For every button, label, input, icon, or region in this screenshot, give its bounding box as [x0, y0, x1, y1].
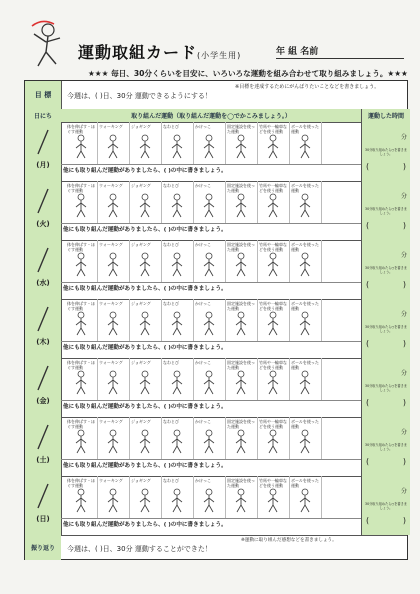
- date-cell[interactable]: [25, 299, 62, 358]
- day-row: [25, 122, 407, 182]
- time-cell[interactable]: [361, 122, 410, 181]
- activity-label: 竹馬や一輪車などを使う運動: [259, 360, 287, 370]
- activity-label: ジョギング: [131, 301, 151, 306]
- activity-options: [61, 240, 361, 283]
- activity-label: ボールを使った運動: [291, 419, 319, 429]
- activity-figure-icon: [266, 311, 280, 337]
- activity-option[interactable]: [129, 358, 162, 400]
- day-row: [25, 358, 407, 418]
- column-header-row: [25, 109, 407, 123]
- activity-label: 竹馬や一輪車などを使う運動: [259, 183, 287, 193]
- circle-mark-field[interactable]: ( ): [366, 162, 406, 171]
- date-cell[interactable]: [25, 417, 62, 476]
- activity-figure-icon: [298, 134, 312, 160]
- name-label: 年 組 名前: [276, 47, 319, 57]
- header: [28, 20, 408, 78]
- goal-note: ※目標を達成するためにがんばりたいことなどを書きましょう。: [235, 84, 380, 90]
- activity-label: ボールを使った運動: [291, 301, 319, 311]
- activity-label: 竹馬や一輪車などを使う運動: [259, 419, 287, 429]
- other-activity-prompt[interactable]: 他にも取り組んだ運動がありましたら、( )の中に書きましょう。: [63, 286, 227, 292]
- activity-label: ウォーキング: [99, 183, 123, 188]
- activity-option[interactable]: [129, 476, 162, 518]
- activity-option[interactable]: [65, 181, 98, 223]
- activity-option[interactable]: [289, 240, 322, 282]
- activity-option[interactable]: [289, 181, 322, 223]
- circle-mark-field[interactable]: ( ): [366, 339, 406, 348]
- activity-figure-icon: [298, 252, 312, 278]
- time-cell[interactable]: [361, 299, 410, 358]
- activity-label: ボールを使った運動: [291, 478, 319, 488]
- activity-figure-icon: [74, 252, 88, 278]
- activity-label: 固定施設を使った運動: [227, 360, 255, 370]
- time-note: 30分取り組めたら○を書きましょう。: [365, 266, 407, 274]
- activity-figure-icon: [138, 193, 152, 219]
- activity-option[interactable]: [193, 476, 226, 518]
- activity-figure-icon: [170, 134, 184, 160]
- name-underline: [276, 58, 404, 59]
- activity-option[interactable]: [193, 240, 226, 282]
- activity-figure-icon: [106, 134, 120, 160]
- activity-figure-icon: [234, 311, 248, 337]
- date-slash-icon: [35, 187, 51, 215]
- other-activity-prompt[interactable]: 他にも取り組んだ運動がありましたら、( )の中に書きましょう。: [63, 345, 227, 351]
- activity-option[interactable]: [257, 181, 290, 223]
- activity-option[interactable]: [97, 181, 130, 223]
- minutes-unit: 分: [400, 134, 407, 141]
- minutes-unit: 分: [400, 370, 407, 377]
- activity-label: 竹馬や一輪車などを使う運動: [259, 301, 287, 311]
- day-of-week: (月): [36, 161, 50, 169]
- activity-label: 体を伸ばす・ほぐす運動: [67, 419, 95, 429]
- activity-option[interactable]: [129, 181, 162, 223]
- minutes-unit: 分: [400, 311, 407, 318]
- activity-option[interactable]: [129, 299, 162, 341]
- activity-option[interactable]: [193, 181, 226, 223]
- activity-label: なわとび: [163, 478, 179, 483]
- activity-figure-icon: [202, 429, 216, 455]
- time-cell[interactable]: [361, 417, 410, 476]
- activity-label: なわとび: [163, 301, 179, 306]
- date-slash-icon: [35, 305, 51, 333]
- activity-option[interactable]: [129, 417, 162, 459]
- activity-label: かけっこ: [195, 419, 211, 424]
- activity-option[interactable]: [97, 358, 130, 400]
- activity-label: ウォーキング: [99, 301, 123, 306]
- activity-figure-icon: [138, 488, 152, 514]
- activity-label: なわとび: [163, 360, 179, 365]
- date-column-header: 日にち: [25, 109, 62, 122]
- activity-label: ボールを使った運動: [291, 360, 319, 370]
- day-row: [25, 181, 407, 241]
- activity-option[interactable]: [289, 417, 322, 459]
- date-cell[interactable]: [25, 122, 62, 181]
- activity-figure-icon: [170, 252, 184, 278]
- activity-figure-icon: [170, 370, 184, 396]
- activity-label: 固定施設を使った運動: [227, 419, 255, 429]
- activity-option[interactable]: [289, 299, 322, 341]
- activity-label: 竹馬や一輪車などを使う運動: [259, 478, 287, 488]
- card-title-sub: (小学生用): [197, 51, 242, 60]
- activity-figure-icon: [234, 193, 248, 219]
- other-activity-prompt[interactable]: 他にも取り組んだ運動がありましたら、( )の中に書きましょう。: [63, 463, 227, 469]
- activity-option[interactable]: [97, 299, 130, 341]
- activity-option[interactable]: [225, 240, 258, 282]
- record-table: [24, 80, 408, 560]
- goal-label: 目 標: [25, 81, 62, 109]
- activity-figure-icon: [138, 311, 152, 337]
- activity-column-header: 取り組んだ運動（取り組んだ運動を◯でかこみましょう。）: [61, 109, 361, 122]
- date-cell[interactable]: [25, 476, 62, 535]
- activity-figure-icon: [298, 429, 312, 455]
- activity-figure-icon: [202, 488, 216, 514]
- activity-option[interactable]: [161, 417, 194, 459]
- activity-option[interactable]: [193, 358, 226, 400]
- activity-figure-icon: [106, 488, 120, 514]
- activity-option[interactable]: [65, 417, 98, 459]
- card-title: [78, 40, 241, 63]
- activity-figure-icon: [266, 134, 280, 160]
- activity-figure-icon: [202, 134, 216, 160]
- date-cell[interactable]: [25, 181, 62, 240]
- activity-option[interactable]: [257, 299, 290, 341]
- activity-option[interactable]: [65, 476, 98, 518]
- activity-figure-icon: [74, 488, 88, 514]
- date-slash-icon: [35, 423, 51, 451]
- activity-label: ウォーキング: [99, 478, 123, 483]
- activity-label: ジョギング: [131, 242, 151, 247]
- activity-label: ボールを使った運動: [291, 242, 319, 252]
- activity-label: ウォーキング: [99, 242, 123, 247]
- circle-mark-field[interactable]: ( ): [366, 221, 406, 230]
- activity-option[interactable]: [161, 476, 194, 518]
- activity-label: 体を伸ばす・ほぐす運動: [67, 301, 95, 311]
- day-row: [25, 417, 407, 477]
- date-slash-icon: [35, 482, 51, 510]
- time-cell[interactable]: [361, 240, 410, 299]
- activity-options: [61, 299, 361, 342]
- activity-label: ウォーキング: [99, 124, 123, 129]
- activity-option[interactable]: [289, 122, 322, 164]
- reflection-note: ※運動に取り組んだ感想などを書きましょう。: [241, 538, 337, 543]
- activity-option[interactable]: [161, 240, 194, 282]
- other-activity-prompt[interactable]: 他にも取り組んだ運動がありましたら、( )の中に書きましょう。: [63, 404, 227, 410]
- activity-option[interactable]: [289, 358, 322, 400]
- time-note: 30分取り組めたら○を書きましょう。: [365, 148, 407, 156]
- activity-label: 体を伸ばす・ほぐす運動: [67, 242, 95, 252]
- activity-figure-icon: [298, 311, 312, 337]
- activity-label: なわとび: [163, 183, 179, 188]
- activity-label: 体を伸ばす・ほぐす運動: [67, 183, 95, 193]
- activity-option[interactable]: [257, 417, 290, 459]
- minutes-unit: 分: [400, 488, 407, 495]
- activity-option[interactable]: [161, 358, 194, 400]
- minutes-unit: 分: [400, 429, 407, 436]
- circle-mark-field[interactable]: ( ): [366, 280, 406, 289]
- activity-figure-icon: [266, 429, 280, 455]
- activity-label: ジョギング: [131, 478, 151, 483]
- activity-options: [61, 358, 361, 401]
- activity-options: [61, 181, 361, 224]
- activity-option[interactable]: [65, 358, 98, 400]
- date-slash-icon: [35, 128, 51, 156]
- day-of-week: (日): [36, 515, 50, 523]
- activity-label: 固定施設を使った運動: [227, 183, 255, 193]
- activity-option[interactable]: [129, 122, 162, 164]
- day-row: [25, 476, 407, 536]
- activity-option[interactable]: [97, 476, 130, 518]
- activity-label: かけっこ: [195, 183, 211, 188]
- activity-options: [61, 417, 361, 460]
- motto: ★★★ 毎日、30分くらいを目安に、いろいろな運動を組み合わせて取り組みましょう。★★★: [88, 69, 408, 78]
- time-note: 30分取り組めたら○を書きましょう。: [365, 207, 407, 215]
- activity-figure-icon: [234, 370, 248, 396]
- time-note: 30分取り組めたら○を書きましょう。: [365, 325, 407, 333]
- activity-figure-icon: [170, 193, 184, 219]
- activity-figure-icon: [74, 370, 88, 396]
- activity-option[interactable]: [161, 181, 194, 223]
- date-cell[interactable]: [25, 240, 62, 299]
- other-activity-prompt[interactable]: 他にも取り組んだ運動がありましたら、( )の中に書きましょう。: [63, 168, 227, 174]
- activity-figure-icon: [298, 488, 312, 514]
- activity-figure-icon: [138, 370, 152, 396]
- activity-figure-icon: [266, 193, 280, 219]
- activity-figure-icon: [138, 252, 152, 278]
- activity-figure-icon: [106, 311, 120, 337]
- activity-figure-icon: [74, 193, 88, 219]
- reflection-row: [25, 535, 407, 560]
- goal-row: [25, 81, 407, 110]
- activity-label: 固定施設を使った運動: [227, 242, 255, 252]
- activity-label: かけっこ: [195, 301, 211, 306]
- activity-option[interactable]: [257, 358, 290, 400]
- activity-option[interactable]: [193, 417, 226, 459]
- activity-figure-icon: [74, 134, 88, 160]
- activity-option[interactable]: [193, 299, 226, 341]
- activity-figure-icon: [234, 252, 248, 278]
- day-row: [25, 240, 407, 300]
- activity-figure-icon: [234, 488, 248, 514]
- day-of-week: (火): [36, 220, 50, 228]
- activity-label: 体を伸ばす・ほぐす運動: [67, 478, 95, 488]
- activity-option[interactable]: [257, 240, 290, 282]
- runner-mascot-icon: [28, 20, 78, 76]
- activity-option[interactable]: [97, 122, 130, 164]
- activity-option[interactable]: [257, 122, 290, 164]
- other-activity-prompt[interactable]: 他にも取り組んだ運動がありましたら、( )の中に書きましょう。: [63, 522, 227, 528]
- activity-figure-icon: [106, 429, 120, 455]
- activity-option[interactable]: [97, 240, 130, 282]
- activity-label: 体を伸ばす・ほぐす運動: [67, 124, 95, 134]
- activity-label: かけっこ: [195, 242, 211, 247]
- activity-label: なわとび: [163, 124, 179, 129]
- activity-label: ボールを使った運動: [291, 124, 319, 134]
- activity-label: 竹馬や一輪車などを使う運動: [259, 124, 287, 134]
- minutes-unit: 分: [400, 193, 407, 200]
- activity-figure-icon: [170, 488, 184, 514]
- activity-label: 固定施設を使った運動: [227, 124, 255, 134]
- activity-option[interactable]: [193, 122, 226, 164]
- activity-figure-icon: [74, 311, 88, 337]
- activity-label: ウォーキング: [99, 360, 123, 365]
- activity-options: [61, 122, 361, 165]
- activity-label: かけっこ: [195, 124, 211, 129]
- day-of-week: (金): [36, 397, 50, 405]
- time-cell[interactable]: [361, 476, 410, 535]
- activity-label: ジョギング: [131, 360, 151, 365]
- activity-option[interactable]: [225, 358, 258, 400]
- activity-label: 固定施設を使った運動: [227, 301, 255, 311]
- activity-option[interactable]: [225, 122, 258, 164]
- activity-option[interactable]: [289, 476, 322, 518]
- activity-label: ジョギング: [131, 183, 151, 188]
- reflection-label: 振り返り: [25, 535, 61, 560]
- date-cell[interactable]: [25, 358, 62, 417]
- other-activity-prompt[interactable]: 他にも取り組んだ運動がありましたら、( )の中に書きましょう。: [63, 227, 227, 233]
- day-row: [25, 299, 407, 359]
- activity-figure-icon: [202, 252, 216, 278]
- time-cell[interactable]: [361, 358, 410, 417]
- time-cell[interactable]: [361, 181, 410, 240]
- day-of-week: (木): [36, 338, 50, 346]
- date-slash-icon: [35, 246, 51, 274]
- activity-figure-icon: [170, 429, 184, 455]
- activity-figure-icon: [138, 134, 152, 160]
- activity-option[interactable]: [65, 122, 98, 164]
- activity-figure-icon: [106, 370, 120, 396]
- activity-label: かけっこ: [195, 478, 211, 483]
- time-note: 30分取り組めたら○を書きましょう。: [365, 502, 407, 510]
- activity-option[interactable]: [97, 417, 130, 459]
- activity-option[interactable]: [65, 299, 98, 341]
- activity-label: ボールを使った運動: [291, 183, 319, 193]
- activity-label: 竹馬や一輪車などを使う運動: [259, 242, 287, 252]
- activity-option[interactable]: [225, 299, 258, 341]
- activity-option[interactable]: [257, 476, 290, 518]
- activity-figure-icon: [234, 134, 248, 160]
- activity-label: ジョギング: [131, 419, 151, 424]
- activity-label: ウォーキング: [99, 419, 123, 424]
- activity-figure-icon: [234, 429, 248, 455]
- activity-figure-icon: [202, 370, 216, 396]
- circle-mark-field[interactable]: ( ): [366, 516, 406, 525]
- activity-figure-icon: [170, 311, 184, 337]
- circle-mark-field[interactable]: ( ): [366, 398, 406, 407]
- reflection-text[interactable]: 今週は、( )日、30分 運動することができた！: [67, 545, 212, 553]
- date-slash-icon: [35, 364, 51, 392]
- activity-figure-icon: [138, 429, 152, 455]
- activity-label: なわとび: [163, 419, 179, 424]
- activity-option[interactable]: [129, 240, 162, 282]
- minutes-unit: 分: [400, 252, 407, 259]
- activity-label: 固定施設を使った運動: [227, 478, 255, 488]
- activity-option[interactable]: [65, 240, 98, 282]
- activity-figure-icon: [298, 370, 312, 396]
- activity-figure-icon: [298, 193, 312, 219]
- activity-figure-icon: [266, 370, 280, 396]
- activity-label: かけっこ: [195, 360, 211, 365]
- activity-figure-icon: [202, 193, 216, 219]
- activity-figure-icon: [202, 311, 216, 337]
- activity-options: [61, 476, 361, 519]
- activity-figure-icon: [106, 252, 120, 278]
- activity-option[interactable]: [225, 181, 258, 223]
- card-title-main: 運動取組カード: [78, 43, 198, 62]
- time-column-header: 運動した時間: [361, 109, 410, 122]
- activity-option[interactable]: [161, 122, 194, 164]
- activity-option[interactable]: [161, 299, 194, 341]
- activity-option[interactable]: [225, 417, 258, 459]
- time-note: 30分取り組めたら○を書きましょう。: [365, 384, 407, 392]
- activity-figure-icon: [266, 488, 280, 514]
- activity-figure-icon: [106, 193, 120, 219]
- activity-label: なわとび: [163, 242, 179, 247]
- circle-mark-field[interactable]: ( ): [366, 457, 406, 466]
- time-note: 30分取り組めたら○を書きましょう。: [365, 443, 407, 451]
- activity-figure-icon: [266, 252, 280, 278]
- activity-figure-icon: [74, 429, 88, 455]
- activity-label: ジョギング: [131, 124, 151, 129]
- activity-option[interactable]: [225, 476, 258, 518]
- day-of-week: (水): [36, 279, 50, 287]
- goal-text[interactable]: 今週は、( )日、30分 運動できるようにする！: [67, 92, 212, 100]
- activity-label: 体を伸ばす・ほぐす運動: [67, 360, 95, 370]
- day-of-week: (土): [36, 456, 50, 464]
